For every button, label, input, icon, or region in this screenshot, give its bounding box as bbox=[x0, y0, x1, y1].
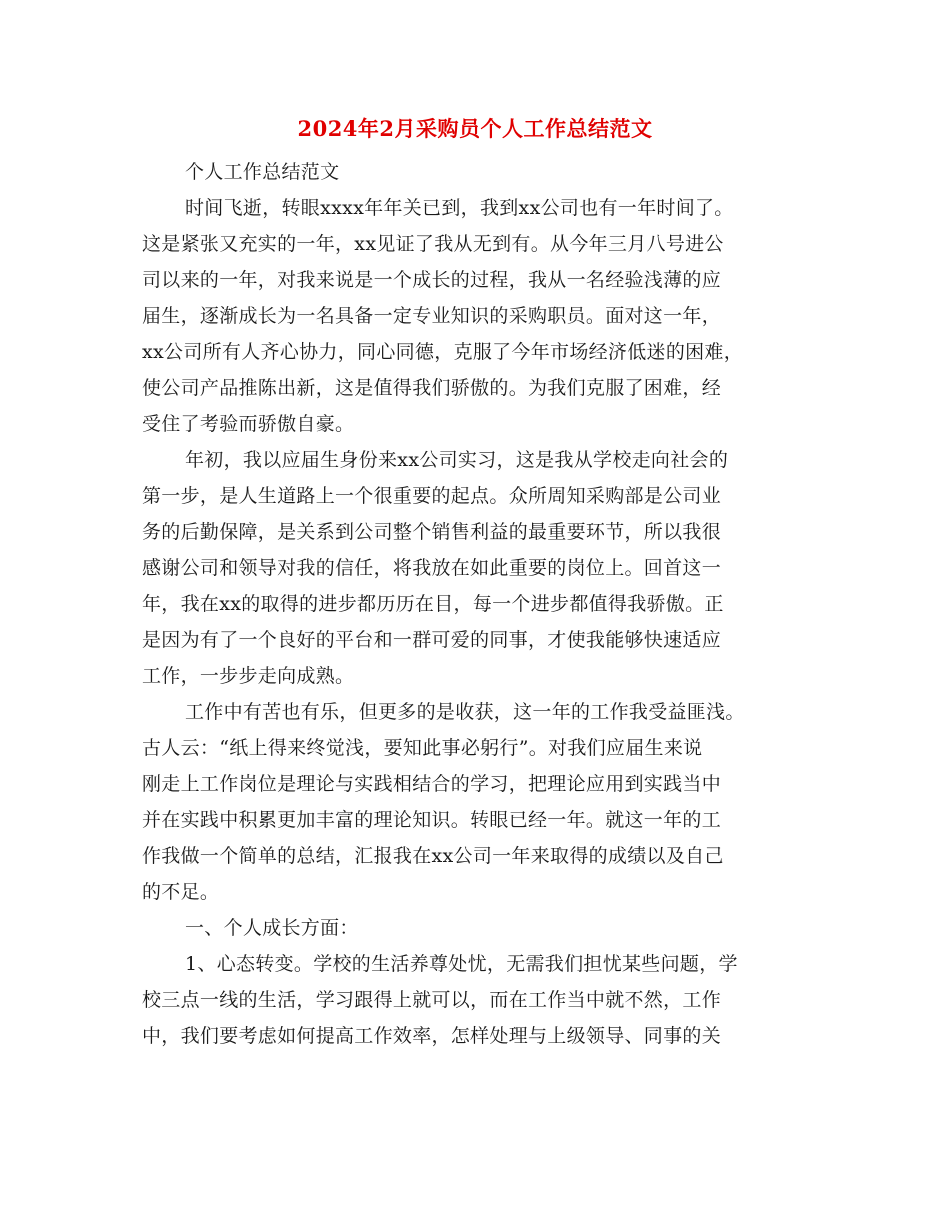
text-line: xx公司所有人齐心协力，同心同德，克服了今年市场经济低迷的困难， bbox=[142, 341, 744, 363]
text-line: 这是紧张又充实的一年，xx见证了我从无到有。从今年三月八号进公 bbox=[142, 233, 724, 255]
document-title: 2024年2月采购员个人工作总结范文 bbox=[297, 116, 653, 141]
text-line: 古人云：“纸上得来终觉浅，要知此事必躬行”。对我们应届生来说 bbox=[142, 737, 703, 759]
text-line: 工作中有苦也有乐，但更多的是收获，这一年的工作我受益匪浅。 bbox=[185, 701, 745, 723]
document-body bbox=[142, 154, 810, 1054]
text-line: 1、心态转变。学校的生活养尊处忧，无需我们担忧某些问题，学 bbox=[185, 953, 738, 975]
text-line: 务的后勤保障，是关系到公司整个销售利益的最重要环节，所以我很 bbox=[142, 521, 722, 543]
text-line: 个人工作总结范文 bbox=[185, 161, 340, 183]
text-line: 年初，我以应届生身份来xx公司实习，这是我从学校走向社会的 bbox=[185, 449, 729, 471]
text-line: 届生，逐渐成长为一名具备一定专业知识的采购职员。面对这一年， bbox=[142, 305, 722, 327]
text-line: 年，我在xx的取得的进步都历历在目，每一个进步都值得我骄傲。正 bbox=[142, 593, 724, 615]
text-line: 时间飞逝，转眼xxxx年年关已到，我到xx公司也有一年时间了。 bbox=[185, 197, 734, 219]
text-line: 受住了考验而骄傲自豪。 bbox=[142, 413, 355, 435]
text-line: 校三点一线的生活，学习跟得上就可以，而在工作当中就不然，工作 bbox=[142, 989, 722, 1011]
text-line: 工作，一步步走向成熟。 bbox=[142, 665, 355, 687]
text-line: 是因为有了一个良好的平台和一群可爱的同事，才使我能够快速适应 bbox=[142, 629, 722, 651]
text-line: 作我做一个简单的总结，汇报我在xx公司一年来取得的成绩以及自己 bbox=[142, 845, 724, 867]
text-line: 的不足。 bbox=[142, 881, 220, 903]
text-line: 并在实践中积累更加丰富的理论知识。转眼已经一年。就这一年的工 bbox=[142, 809, 722, 831]
text-line: 一、个人成长方面： bbox=[185, 917, 359, 939]
text-line: 中，我们要考虑如何提高工作效率，怎样处理与上级领导、同事的关 bbox=[142, 1025, 722, 1047]
text-line: 刚走上工作岗位是理论与实践相结合的学习，把理论应用到实践当中 bbox=[142, 773, 722, 795]
text-line: 司以来的一年，对我来说是一个成长的过程，我从一名经验浅薄的应 bbox=[142, 269, 722, 291]
text-line: 使公司产品推陈出新，这是值得我们骄傲的。为我们克服了困难，经 bbox=[142, 377, 722, 399]
text-line: 第一步，是人生道路上一个很重要的起点。众所周知采购部是公司业 bbox=[142, 485, 722, 507]
text-line: 感谢公司和领导对我的信任，将我放在如此重要的岗位上。回首这一 bbox=[142, 557, 722, 579]
